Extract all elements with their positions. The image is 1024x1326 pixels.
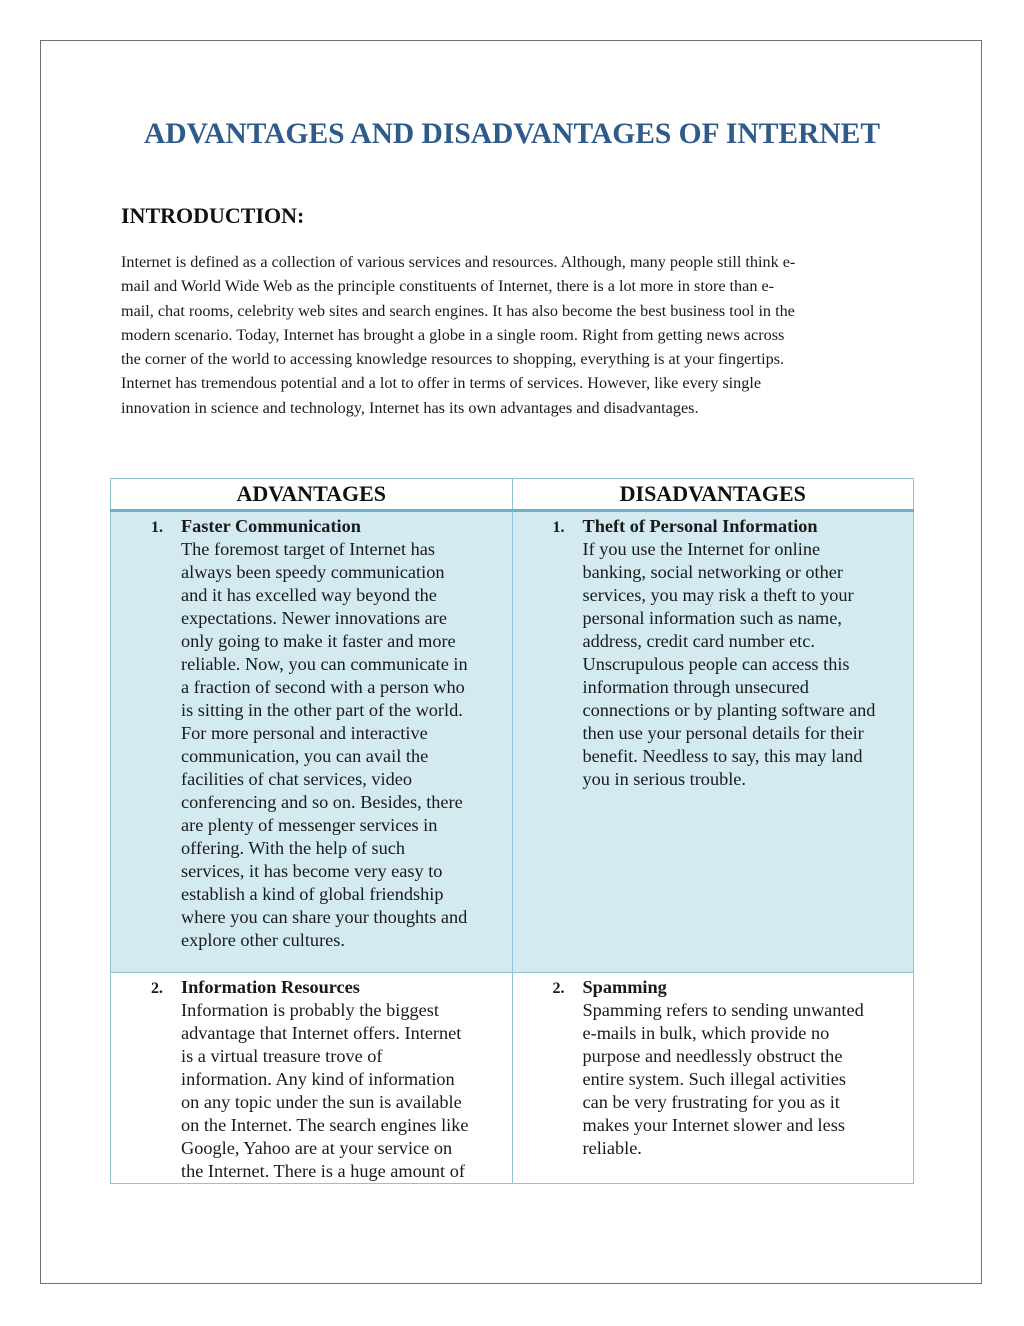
- advantage-line: on any topic under the sun is available: [181, 1092, 462, 1112]
- disadvantage-line: information through unsecured: [582, 677, 809, 697]
- disadvantage-line: address, credit card number etc.: [582, 631, 815, 651]
- disadvantage-title: Spamming: [582, 977, 667, 997]
- advantage-line: always been speedy communication: [181, 562, 445, 582]
- disadvantage-line: Unscrupulous people can access this: [582, 654, 850, 674]
- advantage-body: [181, 976, 504, 1183]
- advantage-line: expectations. Newer innovations are: [181, 608, 447, 628]
- advantage-line: are plenty of messenger services in: [181, 815, 438, 835]
- intro-line: Internet is defined as a collection of various services and resources. Although, many people still think e-: [121, 253, 796, 271]
- intro-line: Internet has tremendous potential and a lot to offer in terms of services. However, like every single: [121, 374, 762, 393]
- advantage-title: Information Resources: [181, 977, 360, 997]
- advantage-line: information. Any kind of information: [181, 1069, 455, 1089]
- advantage-line: on the Internet. The search engines like: [181, 1115, 469, 1135]
- advantage-line: is sitting in the other part of the world.: [181, 700, 463, 720]
- table-header-row: [111, 479, 914, 511]
- table-row: [111, 973, 914, 1184]
- disadvantage-line: personal information such as name,: [582, 608, 842, 628]
- disadvantage-line: purpose and needlessly obstruct the: [582, 1046, 843, 1066]
- advantage-line: facilities of chat services, video: [181, 769, 412, 789]
- disadvantage-line: If you use the Internet for online: [582, 539, 821, 559]
- advantage-line: and it has excelled way beyond the: [181, 585, 437, 605]
- item-number: 2.: [552, 980, 565, 997]
- disadvantage-line: Spamming refers to sending unwanted: [582, 1000, 864, 1020]
- advantage-line: explore other cultures.: [181, 930, 345, 950]
- advantage-cell: [111, 973, 513, 1184]
- advantage-cell: [111, 511, 513, 973]
- disadvantage-line: you in serious trouble.: [582, 769, 746, 789]
- advantage-line: services, it has become very easy to: [181, 861, 443, 881]
- document-title: ADVANTAGES AND DISADVANTAGES OF INTERNET: [143, 118, 881, 150]
- comparison-table: [110, 478, 914, 1184]
- table-row: [111, 511, 914, 973]
- advantages-header: ADVANTAGES: [111, 479, 513, 511]
- intro-line: innovation in science and technology, Internet has its own advantages and disadvantages.: [121, 398, 699, 417]
- advantage-line: Information is probably the biggest: [181, 1000, 439, 1020]
- disadvantage-line: e-mails in bulk, which provide no: [582, 1023, 830, 1043]
- disadvantage-line: banking, social networking or other: [582, 562, 843, 582]
- advantage-line: establish a kind of global friendship: [181, 884, 444, 904]
- disadvantage-line: benefit. Needless to say, this may land: [582, 746, 863, 766]
- disadvantage-line: connections or by planting software and: [582, 700, 876, 720]
- advantage-line: advantage that Internet offers. Internet: [181, 1023, 462, 1043]
- disadvantages-header: DISADVANTAGES: [512, 479, 914, 511]
- intro-line: modern scenario. Today, Internet has brought a globe in a single room. Right from getting news across: [121, 325, 785, 344]
- introduction-heading: INTRODUCTION:: [121, 203, 305, 228]
- disadvantage-cell: [512, 511, 914, 973]
- introduction-paragraph: [121, 250, 901, 420]
- disadvantage-body: [583, 515, 906, 791]
- intro-line: the corner of the world to accessing knowledge resources to shopping, everything is at your fingertips.: [121, 350, 785, 369]
- disadvantage-line: reliable.: [582, 1138, 642, 1158]
- advantage-line: conferencing and so on. Besides, there: [181, 792, 463, 812]
- advantage-line: is a virtual treasure trove of: [181, 1046, 383, 1066]
- advantage-title: Faster Communication: [181, 516, 361, 536]
- intro-line: mail and World Wide Web as the principle constituents of Internet, there is a lot more in store than e-: [121, 277, 775, 296]
- disadvantage-line: then use your personal details for their: [582, 723, 864, 743]
- disadvantage-line: services, you may risk a theft to your: [582, 585, 854, 605]
- item-number: 1.: [552, 519, 565, 536]
- disadvantage-body: [583, 976, 906, 1160]
- disadvantage-line: makes your Internet slower and less: [582, 1115, 845, 1135]
- advantage-line: communication, you can avail the: [181, 746, 429, 766]
- advantage-line: the Internet. There is a huge amount of: [181, 1161, 465, 1181]
- disadvantage-line: can be very frustrating for you as it: [582, 1092, 840, 1112]
- advantage-line: where you can share your thoughts and: [181, 907, 468, 927]
- advantage-line: For more personal and interactive: [181, 723, 428, 743]
- advantage-line: offering. With the help of such: [181, 838, 406, 858]
- advantage-line: The foremost target of Internet has: [181, 539, 435, 559]
- disadvantage-title: Theft of Personal Information: [582, 516, 818, 536]
- advantage-line: a fraction of second with a person who: [181, 677, 465, 697]
- advantage-body: [181, 515, 504, 952]
- intro-line: mail, chat rooms, celebrity web sites and search engines. It has also become the best business tool in the: [121, 301, 795, 320]
- item-number: 1.: [151, 519, 163, 536]
- advantage-line: Google, Yahoo are at your service on: [181, 1138, 453, 1158]
- advantage-line: reliable. Now, you can communicate in: [181, 654, 468, 674]
- item-number: 2.: [151, 980, 163, 997]
- advantage-line: only going to make it faster and more: [181, 631, 456, 651]
- disadvantage-cell: [512, 973, 914, 1184]
- disadvantage-line: entire system. Such illegal activities: [582, 1069, 846, 1089]
